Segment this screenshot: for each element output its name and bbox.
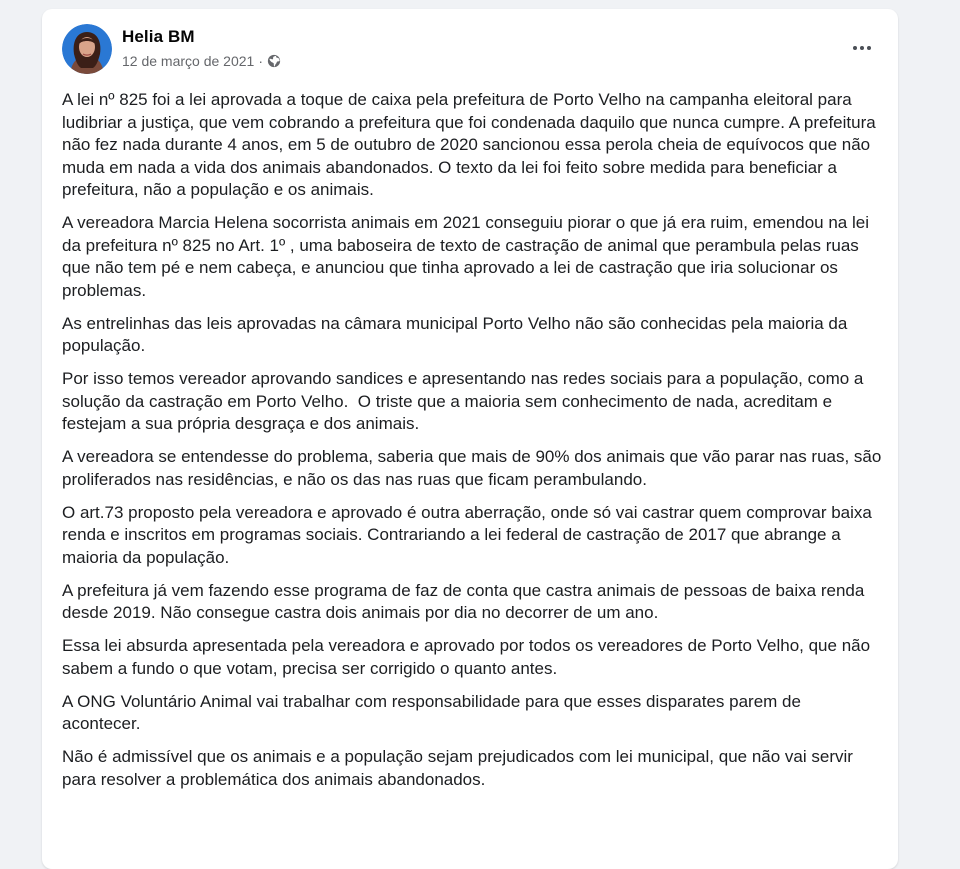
more-horizontal-icon — [852, 46, 873, 50]
post-header — [62, 24, 880, 78]
post-body — [62, 89, 887, 802]
post-meta — [122, 53, 281, 69]
post-paragraph: A vereadora Marcia Helena socorrista animais em 2021 conseguiu piorar o que já era ruim, emendou na lei da prefeitura nº 825 no Art. 1º , uma baboseira de texto de castração de animal que perambula pelas ruas que não tem pé e nem cabeça, e anunciou que tinha aprovado a lei de castração que iria solucionar os problemas. — [62, 213, 874, 300]
post-card — [42, 9, 898, 869]
post-paragraph: A vereadora se entendesse do problema, saberia que mais de 90% dos animais que vão parar nas ruas, são proliferados nas residências, e não os das nas ruas que ficam perambulando. — [62, 447, 887, 489]
author-name[interactable]: Helia BM — [122, 27, 195, 46]
post-paragraph: O art.73 proposto pela vereadora e aprovado é outra aberração, onde só vai castrar quem comprovar baixa renda e inscritos em programas sociais. Contrariando a lei federal de castração de 2017 que abrange a maioria da população. — [62, 502, 877, 567]
post-paragraph: Não é admissível que os animais e a população sejam prejudicados com lei municipal, que não vai servir para resolver a problemática dos animais abandonados. — [62, 747, 858, 789]
post-paragraph: As entrelinhas das leis aprovadas na câmara municipal Porto Velho não são conhecidas pela maioria da população. — [62, 313, 853, 355]
more-options-button[interactable] — [844, 30, 880, 66]
post-paragraph: A lei nº 825 foi a lei aprovada a toque de caixa pela prefeitura de Porto Velho na campanha eleitoral para ludibriar a justiça, que vem cobrando a prefeitura que foi condenada daquilo que nunca cumpre. A prefeitura não fez nada durante 4 anos, em 5 de outubro de 2020 sancionou essa perola cheia de equívocos que não muda em nada a vida dos animais abandonados. O texto da lei foi feito sobre medida para beneficiar a prefeitura, não a população e os animais. — [62, 90, 881, 199]
post-paragraph: Essa lei absurda apresentada pela vereadora e aprovado por todos os vereadores de Porto Velho, que não sabem a fundo o que votam, precisa ser corrigido o quanto antes. — [62, 636, 875, 678]
post-paragraph: Por isso temos vereador aprovando sandices e apresentando nas redes sociais para a população, como a solução da castração em Porto Velho. O triste que a maioria sem conhecimento de nada, acreditam e festejam a sua própria desgraça e dos animais. — [62, 369, 869, 433]
globe-icon — [267, 54, 281, 68]
post-paragraph: A prefeitura já vem fazendo esse programa de faz de conta que castra animais de pessoas de baixa renda desde 2019. Não consegue castra dois animais por dia no decorrer de um ano. — [62, 580, 870, 622]
avatar[interactable] — [62, 24, 112, 74]
post-date[interactable]: 12 de março de 2021 — [122, 53, 255, 69]
post-paragraph: A ONG Voluntário Animal vai trabalhar com responsabilidade para que esses disparates parem de acontecer. — [62, 691, 806, 733]
meta-separator: · — [258, 53, 263, 69]
